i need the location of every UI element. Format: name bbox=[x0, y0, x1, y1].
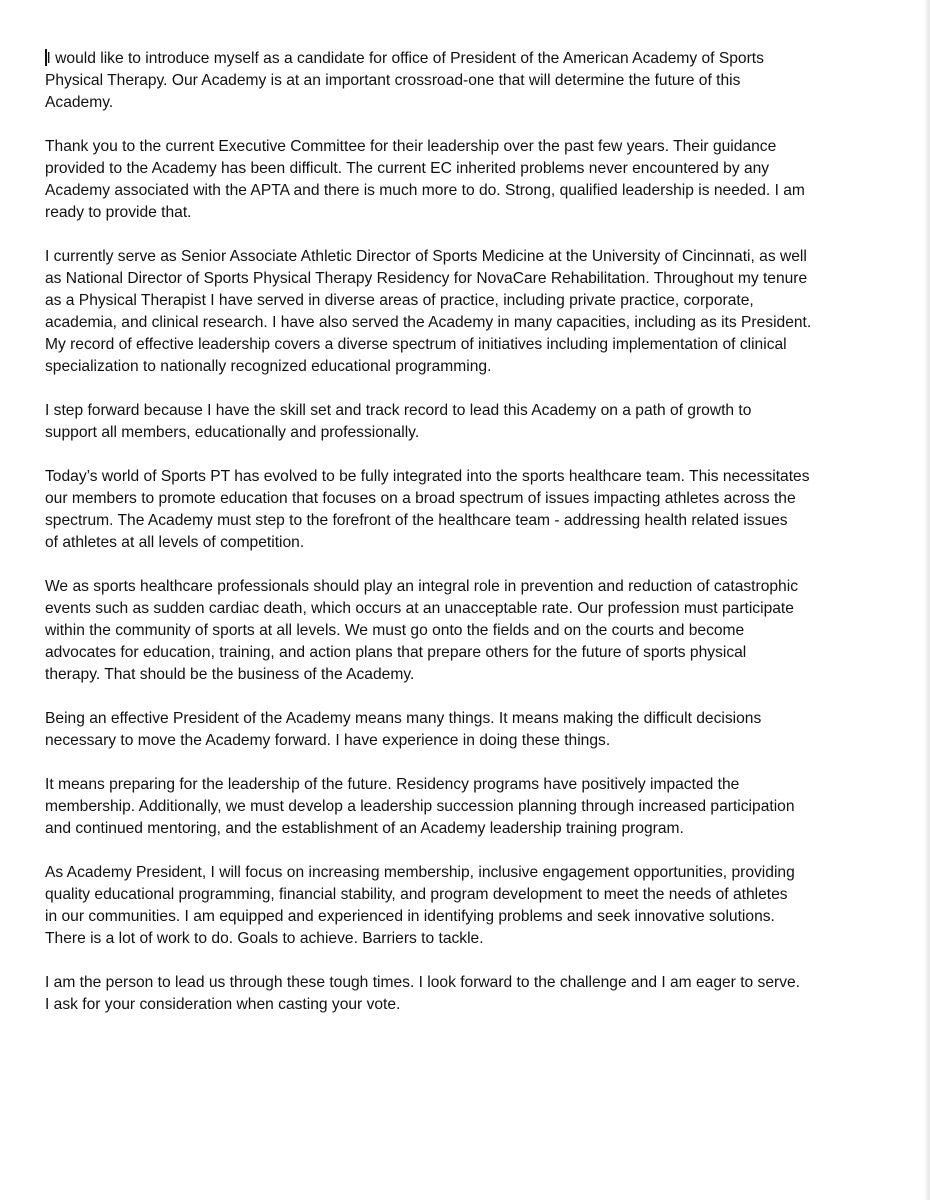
text-line: necessary to move the Academy forward. I have experience in doing these things. bbox=[45, 732, 611, 749]
text-line: Being an effective President of the Academy means many things. It means making the difficult decisions bbox=[45, 710, 762, 727]
text-line: of athletes at all levels of competition. bbox=[45, 534, 305, 551]
text-line: I step forward because I have the skill set and track record to lead this Academy on a path of growth to bbox=[45, 402, 752, 419]
paragraph-8 bbox=[45, 774, 925, 840]
text-line: I currently serve as Senior Associate Athletic Director of Sports Medicine at the University of Cincinnati, as well bbox=[45, 248, 807, 265]
paragraph-10 bbox=[45, 972, 925, 1016]
text-line: in our communities. I am equipped and experienced in identifying problems and seek innovative solutions. bbox=[45, 908, 775, 925]
paragraph-7 bbox=[45, 708, 925, 752]
text-line: specialization to nationally recognized educational programming. bbox=[45, 358, 492, 375]
paragraph-5 bbox=[45, 466, 925, 554]
text-line: There is a lot of work to do. Goals to achieve. Barriers to tackle. bbox=[45, 930, 484, 947]
text-line: our members to promote education that focuses on a broad spectrum of issues impacting athletes across the bbox=[45, 490, 796, 507]
text-line: provided to the Academy has been difficult. The current EC inherited problems never encountered by any bbox=[45, 160, 770, 177]
text-line: Today’s world of Sports PT has evolved to be fully integrated into the sports healthcare team. This necessitates bbox=[45, 468, 810, 485]
paragraph-6 bbox=[45, 576, 925, 686]
text-line: ready to provide that. bbox=[45, 204, 192, 221]
text-line: We as sports healthcare professionals should play an integral role in prevention and reduction of catastrophic bbox=[45, 578, 798, 595]
text-line: Thank you to the current Executive Committee for their leadership over the past few years. Their guidance bbox=[45, 138, 777, 155]
text-cursor bbox=[45, 49, 47, 66]
text-line: spectrum. The Academy must step to the forefront of the healthcare team - addressing health related issues bbox=[45, 512, 788, 529]
text-line: quality educational programming, financial stability, and program development to meet the needs of athletes bbox=[45, 886, 788, 903]
text-line: advocates for education, training, and action plans that prepare others for the future of sports physical bbox=[45, 644, 747, 661]
text-line: membership. Additionally, we must develop a leadership succession planning through increased participation bbox=[45, 798, 795, 815]
text-line: as National Director of Sports Physical Therapy Residency for NovaCare Rehabilitation. Throughout my tenure bbox=[45, 270, 808, 287]
paragraph-2 bbox=[45, 136, 925, 224]
text-line: support all members, educationally and professionally. bbox=[45, 424, 420, 441]
text-line: As Academy President, I will focus on increasing membership, inclusive engagement opportunities, providing bbox=[45, 864, 795, 881]
text-line: therapy. That should be the business of the Academy. bbox=[45, 666, 415, 683]
paragraph-4 bbox=[45, 400, 925, 444]
text-line: Academy associated with the APTA and there is much more to do. Strong, qualified leadership is needed. I am bbox=[45, 182, 805, 199]
text-line: and continued mentoring, and the establishment of an Academy leadership training program. bbox=[45, 820, 684, 837]
text-line: academia, and clinical research. I have also served the Academy in many capacities, including as its President. bbox=[45, 314, 812, 331]
text-line: within the community of sports at all levels. We must go onto the fields and on the courts and become bbox=[45, 622, 745, 639]
document-body[interactable] bbox=[45, 48, 925, 1038]
text-line: I am the person to lead us through these tough times. I look forward to the challenge and I am eager to serve. bbox=[45, 974, 801, 991]
text-line: Academy. bbox=[45, 94, 114, 111]
text-line: I ask for your consideration when casting your vote. bbox=[45, 996, 401, 1013]
paragraph-3 bbox=[45, 246, 925, 378]
text-line: events such as sudden cardiac death, which occurs at an unacceptable rate. Our profession must participate bbox=[45, 600, 794, 617]
paragraph-9 bbox=[45, 862, 925, 950]
text-line: I would like to introduce myself as a candidate for office of President of the American Academy of Sports bbox=[46, 50, 764, 67]
paragraph-1 bbox=[45, 48, 925, 114]
text-line: My record of effective leadership covers a diverse spectrum of initiatives including implementation of clinical bbox=[45, 336, 787, 353]
text-line: Physical Therapy. Our Academy is at an important crossroad-one that will determine the future of this bbox=[45, 72, 741, 89]
text-line: It means preparing for the leadership of the future. Residency programs have positively impacted the bbox=[45, 776, 740, 793]
text-line: as a Physical Therapist I have served in diverse areas of practice, including private practice, corporate, bbox=[45, 292, 754, 309]
